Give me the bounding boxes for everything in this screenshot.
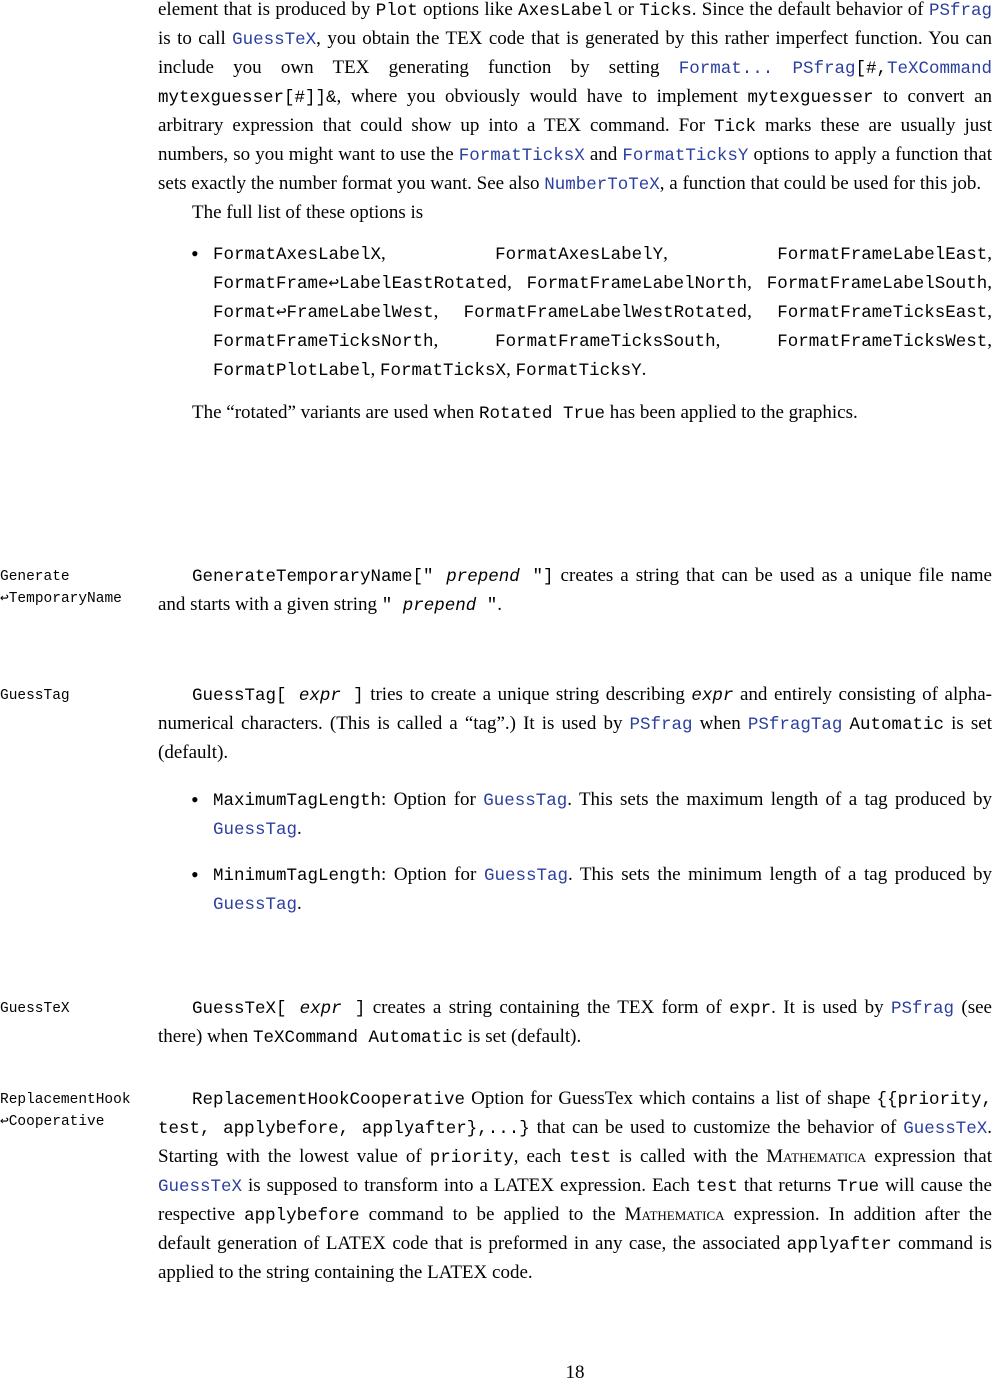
code-term: MaximumTagLength [213,791,382,811]
entry-description: GuessTag[ expr ] tries to create a unique string describing expr and entirely consisting of alpha-numerical characters. (This is called a “tag”.) It is used by PSfrag when PSfragTag Automatic is set (default). [158,684,992,763]
entry-description: GuessTeX[ expr ] creates a string containing the TEX form of expr. It is used by PSfrag (see there) when TeXCommand Automatic is set (default). [158,997,992,1048]
code-term: GuessTag[ [192,686,299,706]
product-name: Mathematica [624,1204,725,1225]
entry-description: GenerateTemporaryName[" prepend "] creates a string that can be used as a unique file name and starts with a given string " prepend ". [158,565,992,616]
code-term: FormatFrameTicksWest [777,332,988,352]
entry-replacement-hook-cooperative [158,1085,992,1286]
code-term: FormatFrameLabelSouth [766,274,988,294]
code-link[interactable]: GuessTag [213,895,298,915]
code-link[interactable]: GuessTeX [158,1177,243,1197]
margin-label-generate-temporary-name: Generate ↩TemporaryName [0,569,122,607]
code-term: Ticks [639,1,692,21]
code-link[interactable]: GuessTag [213,820,298,840]
rotated-note: The “rotated” variants are used when Rotated True has been applied to the graphics. [192,402,858,424]
guess-tag-options [158,786,992,919]
code-term: FormatFrameLabelNorth [526,274,748,294]
code-term: Automatic [849,715,945,735]
code-term: ] [340,686,364,706]
code-term: FormatTicksY [515,361,642,381]
code-link[interactable]: PSfrag [928,1,992,21]
code-term: applybefore [244,1206,360,1226]
code-term: test [569,1148,612,1168]
entry-generate-temporary-name [158,562,992,620]
code-term: expr [729,999,772,1019]
entry-description: ReplacementHookCooperative Option for GuessTex which contains a list of shape {{priority, test, applybefore, applyafter},...} that can be used to customize the behavior of GuessTeX. Starting with the lowest value of priority, each test is called with the Mathematica expression that GuessTeX is supposed to transform into a LATEX expression. Each test that returns True will cause the respective applybefore command to be applied to the Mathematica expression. In addition after the default generation of LATEX code that is preformed in any case, the associated applyafter command is applied to the string containing the LATEX code. [158,1088,992,1283]
code-link[interactable]: GuessTeX [232,30,317,50]
code-link[interactable]: GuessTeX [903,1119,988,1139]
code-term: Tick [714,117,757,137]
code-term: TeXCommand Automatic [252,1028,464,1048]
code-term: True [837,1177,880,1197]
code-term: FormatFrameTicksSouth [495,332,716,352]
code-link[interactable]: NumberToTeX [544,175,660,195]
code-term: "] [519,567,554,587]
code-term: GenerateTemporaryName[" [192,567,447,587]
code-link[interactable]: PSfragTag [747,715,843,735]
code-link[interactable]: FormatTicksY [622,146,749,166]
entry-guess-tag [158,681,992,919]
code-term: " [476,596,498,616]
margin-label-guess-tag: GuessTag [0,688,70,704]
code-term: FormatFrame↩LabelEastRotated [213,274,508,294]
code-term: FormatFrameLabelEast [777,245,988,265]
argument-variable: expr [298,686,341,706]
argument-variable: expr [691,686,734,706]
options-list-intro: The full list of these options is [192,202,424,223]
product-name: Mathematica [766,1146,867,1167]
code-term: {{priority, test, applybefore, applyafter},...} [158,1090,992,1139]
code-link[interactable]: Format... [678,59,774,79]
argument-variable: prepend [446,567,520,587]
code-term: FormatAxesLabelY [495,245,664,265]
code-term: Format↩FrameLabelWest [213,303,434,323]
code-link[interactable]: PSfrag [792,59,856,79]
code-term: [#, [855,59,887,79]
code-term: " [381,596,403,616]
page-number: 18 [565,1362,585,1383]
entry-guess-tex [158,994,992,1052]
code-term: FormatPlotLabel [213,361,371,381]
code-link[interactable]: PSfrag [890,999,954,1019]
code-term: AxesLabel [518,1,613,21]
code-term: mytexguesser[#]]& [158,88,337,108]
intro-paragraph: element that is produced by Plot options like AxesLabel or Ticks. Since the default behavior of PSfrag is to call GuessTeX, you obtain the TEX code that is generated by this rather imperfect function. You can include you own TEX generating function by setting Format... PSfrag[#,TeXCommand mytexguesser[#]]&, where you obviously would have to implement mytexguesser to convert an arbitrary expression that could show up into a TEX command. For Tick marks these are usually just numbers, so you might want to use the FormatTicksX and FormatTicksY options to apply a function that sets exactly the number format you want. See also NumberToTeX, a function that could be used for this job. [158,0,993,195]
code-term: MinimumTagLength [213,866,382,886]
code-link[interactable]: PSfrag [629,715,693,735]
margin-label-replacement-hook-cooperative: ReplacementHook ↩Cooperative [0,1092,131,1130]
code-term: mytexguesser [747,88,874,108]
code-term: FormatFrameLabelWestRotated [463,303,748,323]
code-term: ReplacementHookCooperative [192,1090,466,1110]
argument-variable: expr [299,999,342,1019]
code-term: ] [341,999,366,1019]
code-link[interactable]: TeXCommand [886,59,993,79]
code-term: FormatFrameTicksNorth [213,332,434,352]
code-term: priority [429,1148,514,1168]
code-term: Rotated True [478,404,606,424]
options-list [158,240,992,385]
code-link[interactable]: FormatTicksX [458,146,585,166]
code-term: Plot [375,1,418,21]
margin-label-guess-tex: GuessTeX [0,1001,70,1017]
list-item: • FormatAxesLabelX, FormatAxesLabelY, FormatFrameLabelEast, FormatFrame↩LabelEastRotated, FormatFrameLabelNorth, FormatFrameLabelSouth, Format↩FrameLabelWest, FormatFrameLabelWestRotated, FormatFrameTicksEast, FormatFrameTicksNorth, FormatFrameTicksSouth, FormatFrameTicksWest, FormatPlotLabel, FormatTicksX, FormatTicksY. [158,240,992,385]
code-link[interactable]: GuessTag [483,791,568,811]
code-link[interactable]: GuessTag [483,866,568,886]
list-item: • MinimumTagLength: Option for GuessTag. This sets the minimum length of a tag produced by GuessTag. [158,861,992,919]
code-term: FormatAxesLabelX [213,245,382,265]
list-item: • MaximumTagLength: Option for GuessTag. This sets the maximum length of a tag produced by GuessTag. [158,786,992,844]
code-term: FormatTicksX [380,361,507,381]
code-term: FormatFrameTicksEast [777,303,988,323]
argument-variable: prepend [402,596,477,616]
code-term: test [695,1177,738,1197]
intro-section [158,0,992,428]
code-term: GuessTeX[ [192,999,300,1019]
code-term: applyafter [786,1235,892,1255]
